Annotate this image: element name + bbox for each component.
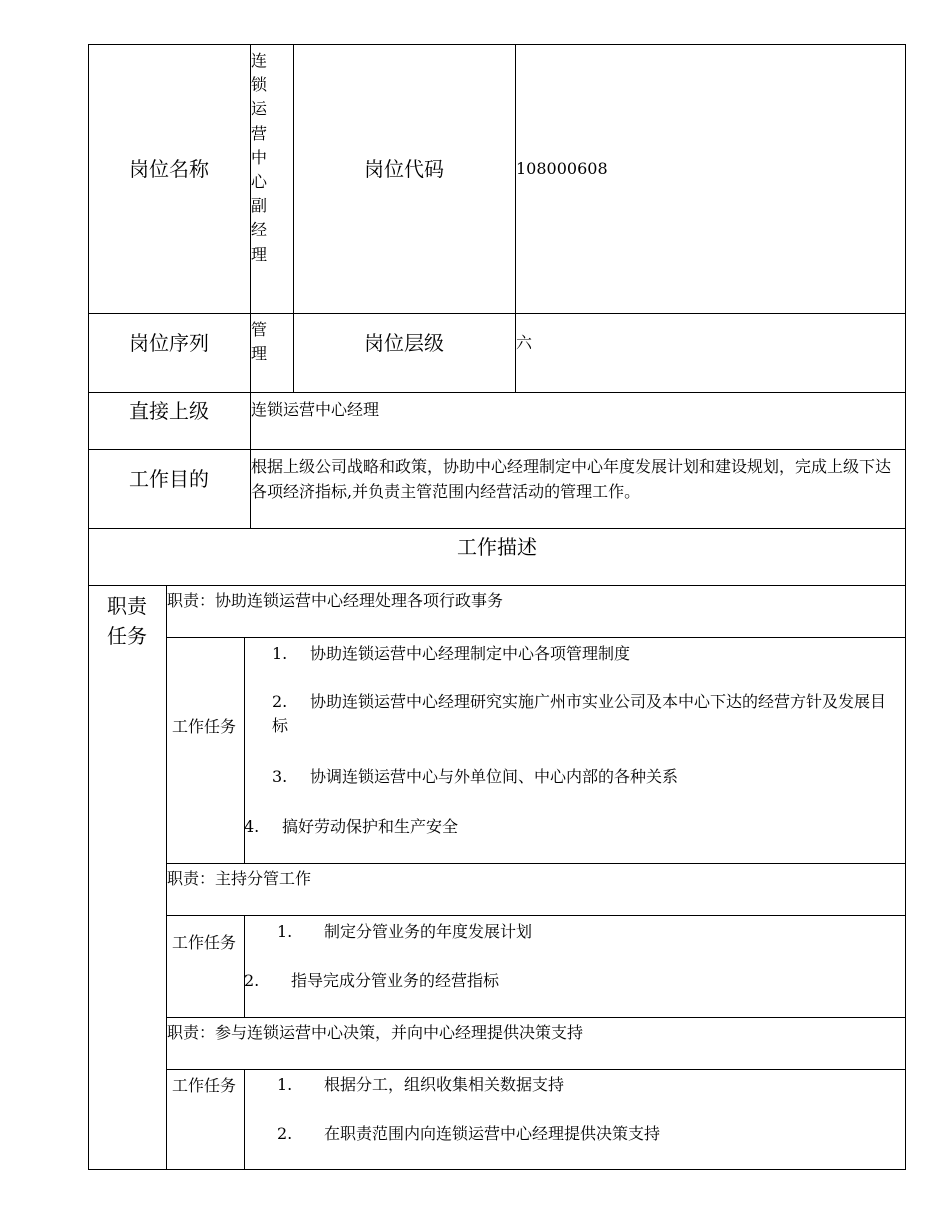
duty-title: 职责：协助连锁运营中心经理处理各项行政事务	[167, 591, 504, 610]
task-item	[277, 920, 532, 944]
position-code-label: 岗位代码	[364, 157, 444, 181]
task-text: 指导完成分管业务的经营指标	[291, 971, 500, 990]
position-series-label: 岗位序列	[129, 331, 209, 355]
task-number: 2.	[244, 971, 260, 990]
task-item	[272, 690, 892, 738]
task-text: 在职责范围内向连锁运营中心经理提供决策支持	[324, 1124, 661, 1143]
task-text: 协调连锁运营中心与外单位间、中心内部的各种关系	[310, 767, 679, 786]
task-number: 1.	[277, 1075, 293, 1094]
task-item	[244, 969, 499, 993]
row-divider	[166, 1017, 906, 1018]
supervisor-label: 直接上级	[129, 399, 209, 423]
position-series-value: 管理	[251, 320, 268, 364]
row-divider	[88, 313, 906, 314]
position-code-value: 108000608	[516, 159, 608, 178]
duty-title: 职责：参与连锁运营中心决策，并向中心经理提供决策支持	[167, 1023, 584, 1042]
task-number: 1.	[272, 644, 288, 663]
task-number: 2.	[272, 692, 288, 711]
task-text: 搞好劳动保护和生产安全	[282, 817, 459, 836]
position-name-value: 连锁运营中心副经理	[251, 51, 268, 264]
position-name-label: 岗位名称	[129, 157, 209, 181]
task-number: 3.	[272, 767, 288, 786]
purpose-label: 工作目的	[129, 467, 209, 491]
column-divider	[244, 915, 245, 1018]
task-number: 2.	[277, 1124, 293, 1143]
task-label: 工作任务	[171, 1076, 236, 1095]
task-item	[277, 1122, 660, 1146]
task-label: 工作任务	[171, 717, 236, 736]
row-divider	[166, 1069, 906, 1070]
row-divider	[166, 637, 906, 638]
position-level-value: 六	[516, 333, 533, 352]
row-divider	[166, 915, 906, 916]
row-divider	[88, 449, 906, 450]
duty-title: 职责：主持分管工作	[167, 869, 312, 888]
task-item	[277, 1073, 564, 1097]
supervisor-value: 连锁运营中心经理	[251, 400, 380, 419]
task-number: 4.	[244, 817, 260, 836]
section-title: 工作描述	[457, 535, 537, 559]
task-text: 根据分工，组织收集相关数据支持	[324, 1075, 565, 1094]
task-label: 工作任务	[171, 933, 236, 952]
row-divider	[88, 528, 906, 529]
row-divider	[88, 585, 906, 586]
task-text: 协助连锁运营中心经理研究实施广州市实业公司及本中心下达的经营方针及发展目标	[272, 692, 887, 735]
task-number: 1.	[277, 922, 293, 941]
position-level-label: 岗位层级	[364, 331, 444, 355]
task-text: 制定分管业务的年度发展计划	[324, 922, 533, 941]
task-item	[272, 642, 630, 666]
row-divider	[166, 863, 906, 864]
task-item	[272, 765, 678, 789]
column-divider	[244, 1069, 245, 1170]
duties-label: 职责任务	[107, 594, 147, 648]
purpose-value: 根据上级公司战略和政策，协助中心经理制定中心年度发展计划和建设规划，完成上级下达各项经济指标,并负责主管范围内经营活动的管理工作。	[251, 457, 892, 501]
row-divider	[88, 392, 906, 393]
task-item	[244, 815, 458, 839]
task-text: 协助连锁运营中心经理制定中心各项管理制度	[310, 644, 631, 663]
